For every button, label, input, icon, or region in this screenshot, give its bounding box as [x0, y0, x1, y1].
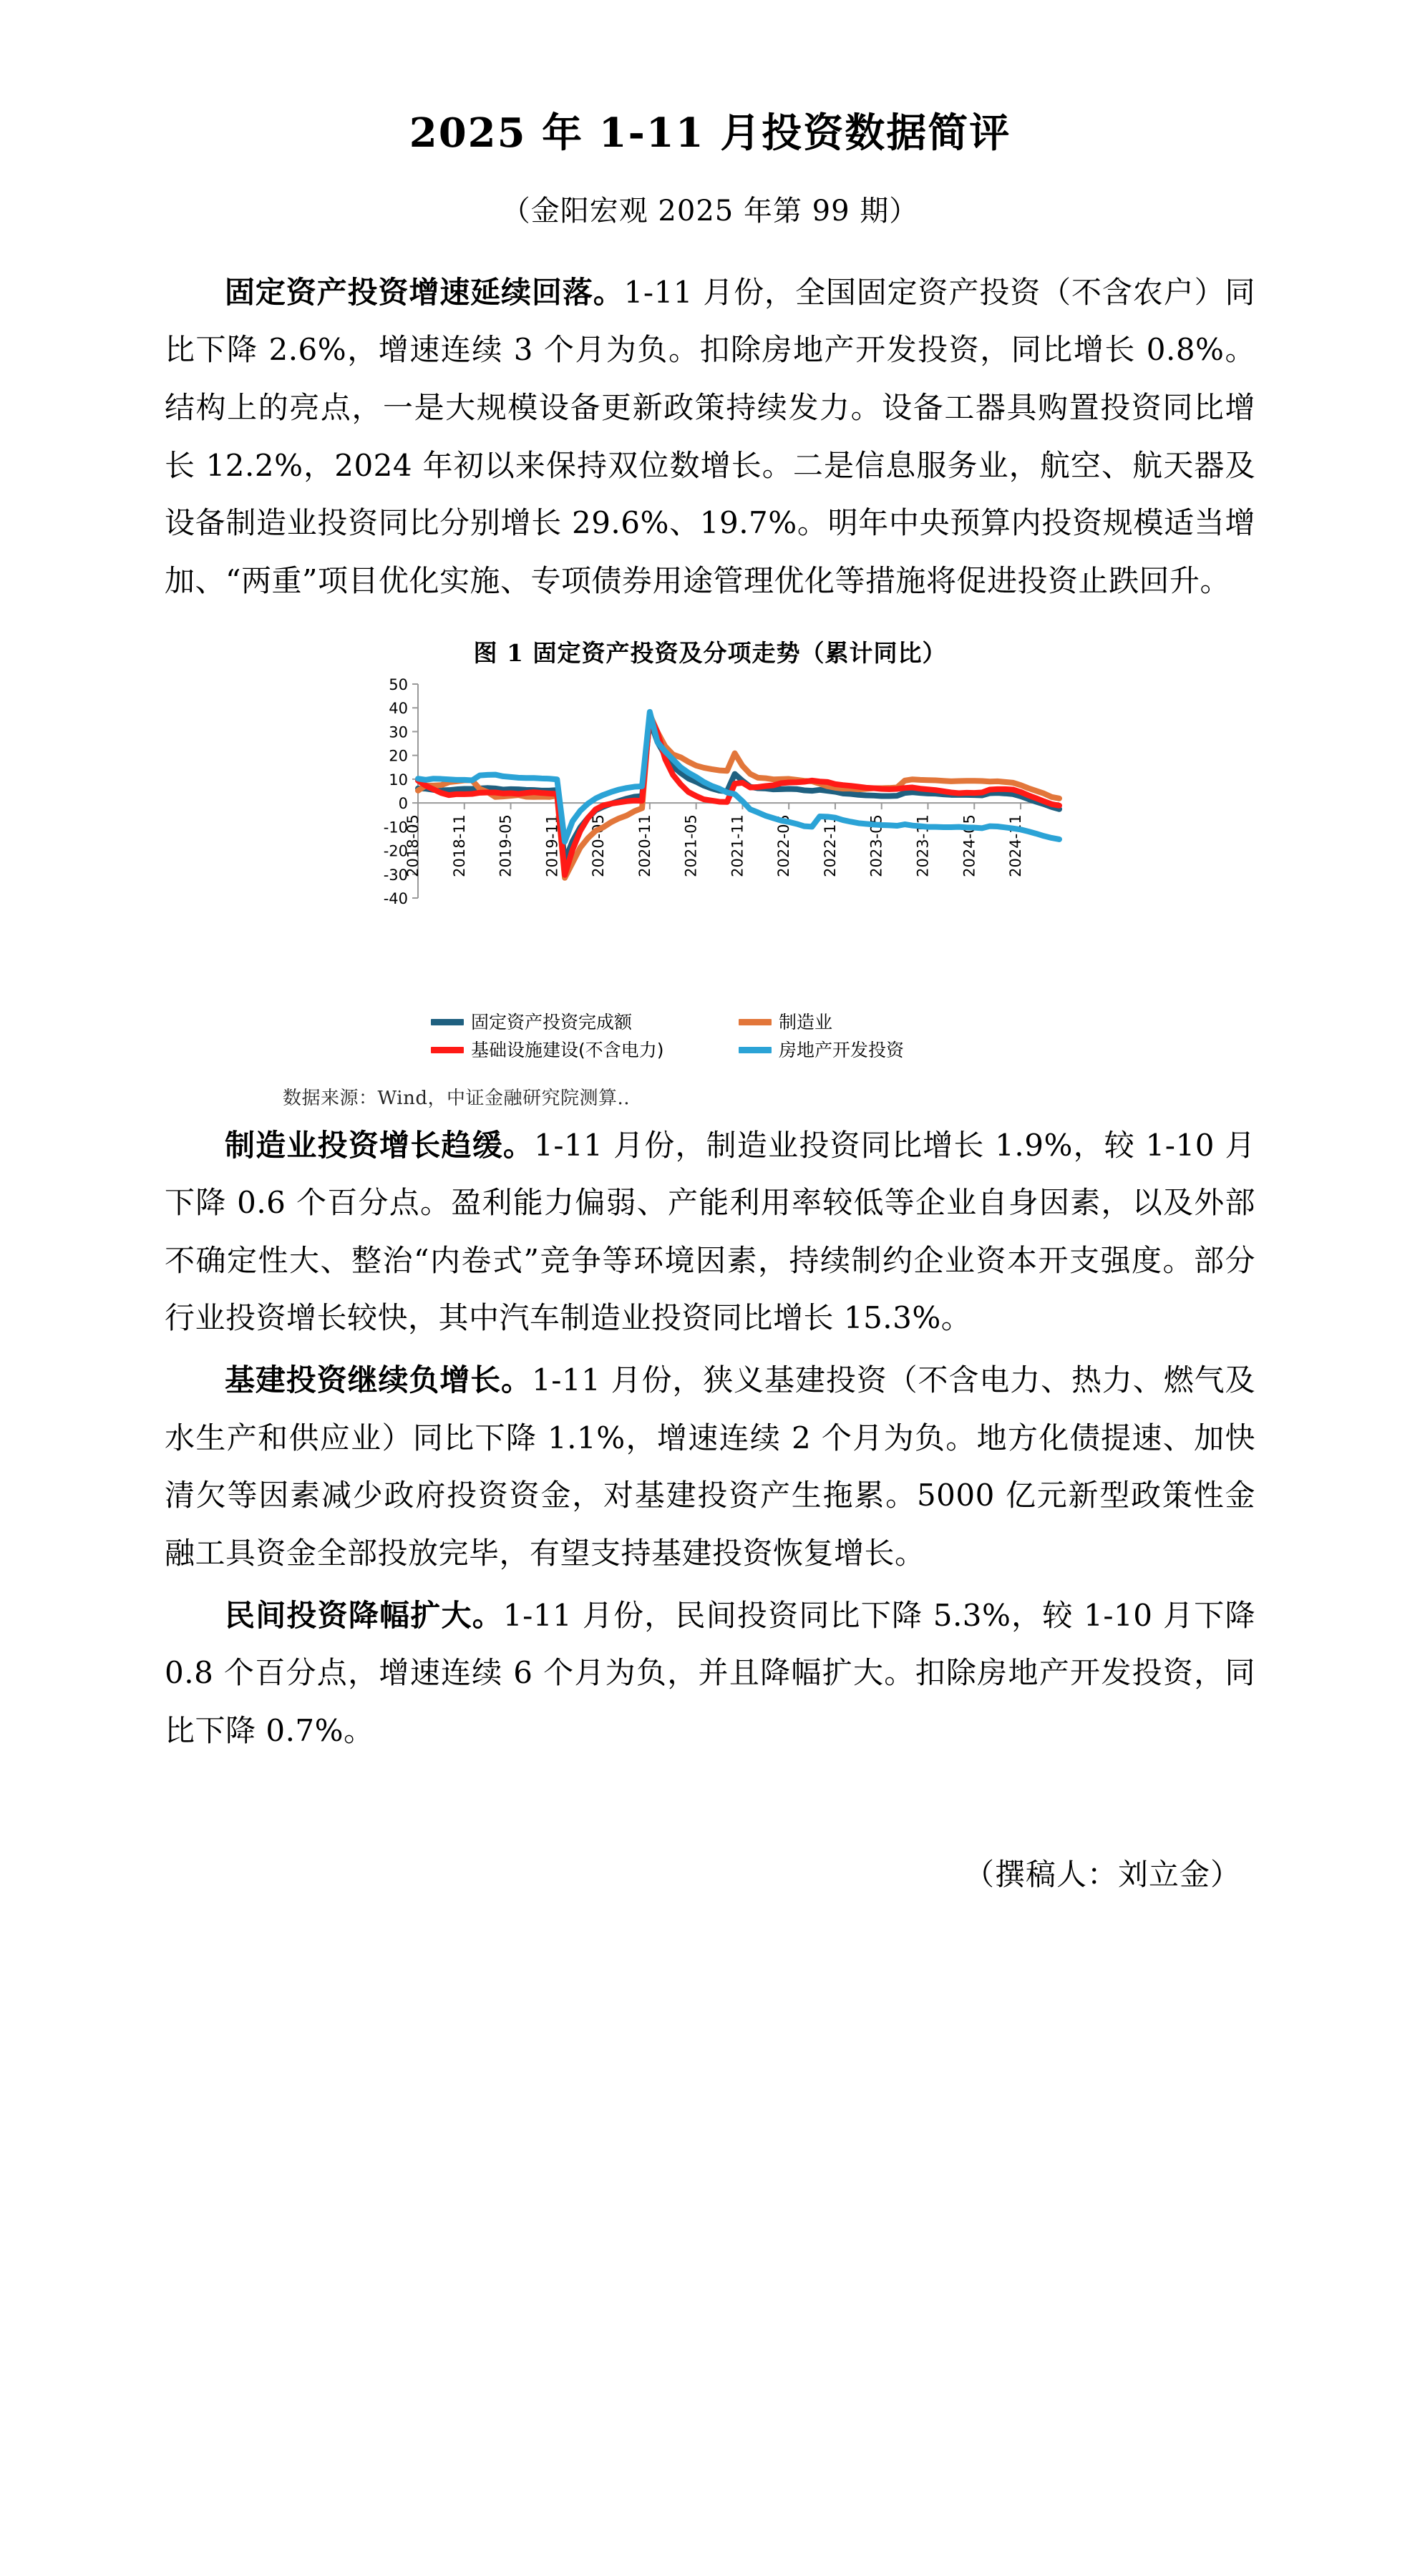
paragraph-2-lead: 制造业投资增长趋缓。: [225, 1127, 535, 1163]
y-tick-label: 50: [389, 675, 408, 693]
paragraph-2: [165, 1117, 1255, 1348]
figure-caption: 图 1 固定资产投资及分项走势（累计同比）: [473, 638, 947, 667]
paragraph-3-text: 1-11 月份，狭义基建投资（不含电力、热力、燃气及水生产和供应业）同比下降 1.1%，增速连续 2 个月为负。地方化债提速、加快清欠等因素减少政府投资资金，对基建投资产生拖累。5000 亿元新型政策性金融工具资金全部投放完毕，有望支持基建投资恢复增长。: [165, 1362, 1255, 1571]
x-tick-label: 2022-05: [775, 814, 793, 877]
x-tick-label: 2024-11: [1007, 814, 1025, 877]
legend-item-1[interactable]: [739, 1013, 989, 1031]
y-tick-label: -40: [383, 889, 408, 907]
paragraph-2-text: 1-11 月份，制造业投资同比增长 1.9%，较 1-10 月下降 0.6 个百分点。盈利能力偏弱、产能利用率较低等企业自身因素，以及外部不确定性大、整治“内卷式”竞争等环境因素，持续制约企业资本开支强度。部分行业投资增长较快，其中汽车制造业投资同比增长 15.3%。: [165, 1127, 1255, 1336]
figure-1: [165, 635, 1255, 1110]
x-tick-label: 2020-05: [590, 814, 608, 877]
legend-swatch-icon: [431, 1047, 464, 1053]
chart-legend: [431, 1013, 989, 1059]
y-tick-label: 30: [389, 723, 408, 741]
y-tick-label: 10: [389, 771, 408, 789]
legend-swatch-icon: [739, 1047, 772, 1053]
paragraph-1: [165, 264, 1255, 610]
y-tick-label: -20: [383, 842, 408, 860]
paragraph-4-text: 1-11 月份，民间投资同比下降 5.3%，较 1-10 月下降 0.8 个百分点，增速连续 6 个月为负，并且降幅扩大。扣除房地产开发投资，同比下降 0.7%。: [165, 1597, 1255, 1748]
legend-swatch-icon: [431, 1019, 464, 1025]
x-tick-label: 2019-11: [543, 814, 561, 877]
page-title: 2025 年 1-11 月投资数据简评: [409, 109, 1011, 157]
x-tick-label: 2023-11: [914, 814, 932, 877]
legend-swatch-icon: [739, 1019, 772, 1025]
legend-label: 固定资产投资完成额: [471, 1011, 633, 1033]
x-tick-label: 2021-05: [682, 814, 700, 877]
legend-item-0[interactable]: [431, 1013, 739, 1031]
paragraph-4-lead: 民间投资降幅扩大。: [225, 1597, 503, 1633]
x-tick-label: 2024-05: [961, 814, 978, 877]
x-tick-label: 2018-05: [404, 814, 422, 877]
x-tick-label: 2021-11: [729, 814, 747, 877]
paragraph-1-lead: 固定资产投资增速延续回落。: [225, 274, 624, 310]
x-tick-label: 2019-05: [497, 814, 515, 877]
legend-label: 房地产开发投资: [779, 1039, 905, 1060]
figure-source-note: 数据来源：Wind，中证金融研究院测算..: [283, 1087, 631, 1109]
x-tick-label: 2023-05: [867, 814, 885, 877]
y-tick-label: 0: [398, 794, 408, 812]
x-tick-label: 2020-11: [636, 814, 653, 877]
document-subtitle: （金阳宏观 2025 年第 99 期）: [501, 194, 919, 228]
x-tick-label: 2022-11: [821, 814, 839, 877]
investment-trend-chart: [352, 673, 1068, 1009]
chart-container: [165, 673, 1255, 1009]
legend-label: 制造业: [779, 1011, 833, 1033]
paragraph-4: [165, 1587, 1255, 1760]
y-tick-label: -10: [383, 818, 408, 836]
paragraph-3: [165, 1352, 1255, 1583]
paragraph-1-text: 1-11 月份，全国固定资产投资（不含农户）同比下降 2.6%，增速连续 3 个月为负。扣除房地产开发投资，同比增长 0.8%。结构上的亮点，一是大规模设备更新政策持续发力。设备工器具购置投资同比增长 12.2%，2024 年初以来保持双位数增长。二是信息服务业，航空、航天器及设备制造业投资同比分别增长 29.6%、19.7%。明年中央预算内投资规模适当增加、“两重”项目优化实施、专项债券用途管理优化等措施将促进投资止跌回升。: [165, 274, 1255, 598]
y-tick-label: 20: [389, 747, 408, 765]
legend-item-2[interactable]: [431, 1041, 739, 1059]
y-tick-label: 40: [389, 699, 408, 717]
x-tick-label: 2018-11: [450, 814, 468, 877]
y-tick-label: -30: [383, 866, 408, 884]
paragraph-3-lead: 基建投资继续负增长。: [225, 1362, 532, 1398]
author-line: （撰稿人：刘立金）: [963, 1857, 1241, 1893]
legend-label: 基础设施建设(不含电力): [471, 1039, 664, 1060]
legend-item-3[interactable]: [739, 1041, 989, 1059]
